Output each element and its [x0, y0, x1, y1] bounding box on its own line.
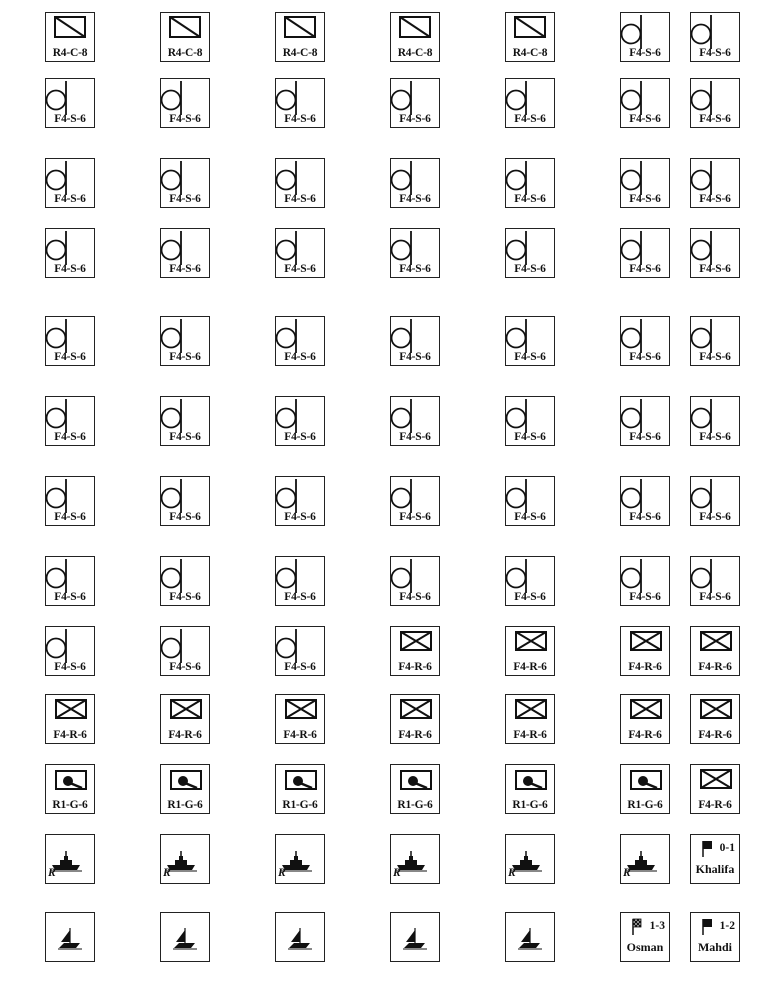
- counter-spear[interactable]: [505, 476, 555, 526]
- counter-spear[interactable]: [390, 78, 440, 128]
- unit-label: F4-S-6: [284, 591, 316, 603]
- unit-label: F4-S-6: [169, 431, 201, 443]
- unit-label: F4-R-6: [628, 661, 662, 673]
- unit-label: F4-S-6: [514, 351, 546, 363]
- unit-label: F4-S-6: [284, 263, 316, 275]
- unit-label: F4-R-6: [53, 729, 87, 741]
- unit-label: F4-S-6: [284, 511, 316, 523]
- unit-label: F4-S-6: [169, 193, 201, 205]
- counter-sailboat[interactable]: [505, 912, 555, 962]
- counter-spear[interactable]: [275, 476, 325, 526]
- counter-rifle[interactable]: [620, 626, 670, 676]
- unit-label: R: [278, 867, 286, 879]
- unit-label: F4-S-6: [629, 431, 661, 443]
- unit-label: F4-S-6: [399, 431, 431, 443]
- unit-label: F4-S-6: [399, 113, 431, 125]
- unit-label: F4-S-6: [699, 47, 731, 59]
- leader-name: Khalifa: [695, 862, 735, 876]
- unit-label: F4-S-6: [629, 511, 661, 523]
- unit-label: F4-S-6: [699, 431, 731, 443]
- unit-label: F4-S-6: [54, 591, 86, 603]
- unit-label: F4-S-6: [699, 193, 731, 205]
- unit-label: F4-S-6: [284, 431, 316, 443]
- counter-steamer[interactable]: [45, 834, 95, 884]
- unit-label: R4-C-8: [512, 47, 548, 59]
- unit-label: F4-R-6: [398, 729, 432, 741]
- counter-spear[interactable]: [160, 626, 210, 676]
- counter-spear[interactable]: [275, 556, 325, 606]
- unit-label: F4-S-6: [514, 591, 546, 603]
- counter-rifle[interactable]: [390, 626, 440, 676]
- unit-label: R4-C-8: [397, 47, 433, 59]
- unit-label: R: [393, 867, 401, 879]
- counter-spear[interactable]: [690, 316, 740, 366]
- unit-label: F4-R-6: [628, 729, 662, 741]
- counter-spear[interactable]: [275, 228, 325, 278]
- counter-spear[interactable]: [690, 476, 740, 526]
- unit-label: F4-S-6: [514, 263, 546, 275]
- counter-spear[interactable]: [390, 556, 440, 606]
- sailboat-icon: [276, 913, 326, 963]
- leader-rating: 1-2: [719, 920, 735, 932]
- unit-label: F4-S-6: [514, 193, 546, 205]
- leader-name: Mahdi: [697, 940, 732, 954]
- counter-rifle[interactable]: [275, 694, 325, 744]
- counter-steamer[interactable]: [390, 834, 440, 884]
- leader-rating: 0-1: [719, 842, 735, 854]
- counter-rifle[interactable]: [390, 694, 440, 744]
- counter-gun[interactable]: [620, 764, 670, 814]
- unit-label: F4-S-6: [629, 113, 661, 125]
- unit-label: F4-S-6: [169, 511, 201, 523]
- counter-rifle[interactable]: [160, 694, 210, 744]
- counter-rifle[interactable]: [45, 694, 95, 744]
- counter-rifle[interactable]: [620, 694, 670, 744]
- unit-label: F4-S-6: [514, 511, 546, 523]
- counter-spear[interactable]: [45, 396, 95, 446]
- counter-spear[interactable]: [275, 626, 325, 676]
- counter-spear[interactable]: [505, 396, 555, 446]
- counter-spear[interactable]: [690, 228, 740, 278]
- unit-label: F4-S-6: [169, 661, 201, 673]
- unit-label: R1-G-6: [397, 799, 433, 811]
- unit-label: F4-R-6: [168, 729, 202, 741]
- counter-spear[interactable]: [160, 556, 210, 606]
- unit-label: F4-S-6: [399, 263, 431, 275]
- counter-spear[interactable]: [690, 556, 740, 606]
- counter-gun[interactable]: [390, 764, 440, 814]
- unit-label: F4-S-6: [284, 351, 316, 363]
- unit-label: F4-S-6: [284, 661, 316, 673]
- counter-spear[interactable]: [690, 158, 740, 208]
- counter-spear[interactable]: [45, 78, 95, 128]
- unit-label: F4-S-6: [514, 431, 546, 443]
- unit-label: R4-C-8: [282, 47, 318, 59]
- counter-leader[interactable]: [690, 912, 740, 962]
- unit-label: F4-S-6: [699, 511, 731, 523]
- counter-spear[interactable]: [160, 158, 210, 208]
- unit-label: F4-R-6: [283, 729, 317, 741]
- counter-spear[interactable]: [690, 78, 740, 128]
- unit-label: F4-S-6: [54, 193, 86, 205]
- counter-spear[interactable]: [390, 316, 440, 366]
- unit-label: R1-G-6: [627, 799, 663, 811]
- counter-spear[interactable]: [620, 158, 670, 208]
- counter-sailboat[interactable]: [390, 912, 440, 962]
- counter-spear[interactable]: [275, 316, 325, 366]
- counter-spear[interactable]: [620, 396, 670, 446]
- unit-label: F4-S-6: [699, 113, 731, 125]
- counter-steamer[interactable]: [505, 834, 555, 884]
- counter-spear[interactable]: [275, 158, 325, 208]
- counter-cavalry[interactable]: [275, 12, 325, 62]
- unit-label: R: [48, 867, 56, 879]
- unit-label: F4-S-6: [699, 591, 731, 603]
- unit-label: R1-G-6: [282, 799, 318, 811]
- counter-gun[interactable]: [45, 764, 95, 814]
- unit-label: F4-S-6: [399, 193, 431, 205]
- unit-label: F4-S-6: [699, 263, 731, 275]
- counter-spear[interactable]: [690, 396, 740, 446]
- unit-label: R: [508, 867, 516, 879]
- counter-spear[interactable]: [160, 78, 210, 128]
- counter-spear[interactable]: [390, 396, 440, 446]
- leader-rating: 1-3: [649, 920, 665, 932]
- unit-label: F4-S-6: [54, 661, 86, 673]
- counter-cavalry[interactable]: [160, 12, 210, 62]
- counter-spear[interactable]: [160, 396, 210, 446]
- unit-label: F4-R-6: [513, 729, 547, 741]
- sailboat-icon: [391, 913, 441, 963]
- unit-label: R1-G-6: [167, 799, 203, 811]
- unit-label: F4-S-6: [284, 193, 316, 205]
- counter-spear[interactable]: [160, 228, 210, 278]
- counter-cavalry[interactable]: [45, 12, 95, 62]
- unit-label: F4-S-6: [169, 591, 201, 603]
- unit-label: F4-S-6: [54, 431, 86, 443]
- unit-label: F4-S-6: [399, 591, 431, 603]
- unit-label: F4-S-6: [54, 113, 86, 125]
- unit-label: R4-C-8: [167, 47, 203, 59]
- counter-spear[interactable]: [505, 158, 555, 208]
- unit-label: F4-R-6: [698, 729, 732, 741]
- counter-spear[interactable]: [45, 626, 95, 676]
- counter-rifle[interactable]: [690, 764, 740, 814]
- counter-leader[interactable]: [690, 834, 740, 884]
- counter-rifle[interactable]: [690, 694, 740, 744]
- counter-spear[interactable]: [505, 556, 555, 606]
- unit-label: F4-S-6: [514, 113, 546, 125]
- counter-cavalry[interactable]: [390, 12, 440, 62]
- counter-spear[interactable]: [505, 78, 555, 128]
- unit-label: F4-S-6: [169, 263, 201, 275]
- sailboat-icon: [161, 913, 211, 963]
- counter-spear[interactable]: [275, 78, 325, 128]
- counter-rifle[interactable]: [690, 626, 740, 676]
- counter-spear[interactable]: [690, 12, 740, 62]
- unit-label: F4-S-6: [284, 113, 316, 125]
- counter-gun[interactable]: [275, 764, 325, 814]
- counter-sailboat[interactable]: [45, 912, 95, 962]
- counter-sailboat[interactable]: [275, 912, 325, 962]
- counter-spear[interactable]: [505, 228, 555, 278]
- unit-label: R: [623, 867, 631, 879]
- counter-gun[interactable]: [505, 764, 555, 814]
- unit-label: R1-G-6: [52, 799, 88, 811]
- unit-label: F4-S-6: [629, 351, 661, 363]
- unit-label: F4-R-6: [398, 661, 432, 673]
- counter-spear[interactable]: [275, 396, 325, 446]
- unit-label: F4-R-6: [698, 661, 732, 673]
- counter-steamer[interactable]: [160, 834, 210, 884]
- unit-label: F4-S-6: [629, 591, 661, 603]
- counter-spear[interactable]: [45, 316, 95, 366]
- counter-spear[interactable]: [620, 316, 670, 366]
- unit-label: R1-G-6: [512, 799, 548, 811]
- unit-label: F4-S-6: [399, 351, 431, 363]
- counter-spear[interactable]: [620, 228, 670, 278]
- counter-spear[interactable]: [390, 158, 440, 208]
- counter-spear[interactable]: [620, 476, 670, 526]
- counter-cavalry[interactable]: [505, 12, 555, 62]
- counter-spear[interactable]: [45, 228, 95, 278]
- counter-spear[interactable]: [160, 476, 210, 526]
- sailboat-icon: [506, 913, 556, 963]
- counter-spear[interactable]: [620, 12, 670, 62]
- unit-label: F4-S-6: [699, 351, 731, 363]
- counter-spear[interactable]: [505, 316, 555, 366]
- unit-label: F4-S-6: [54, 351, 86, 363]
- unit-label: F4-S-6: [629, 47, 661, 59]
- counter-spear[interactable]: [45, 158, 95, 208]
- counter-spear[interactable]: [620, 556, 670, 606]
- unit-label: F4-S-6: [54, 511, 86, 523]
- counter-spear[interactable]: [620, 78, 670, 128]
- counter-rifle[interactable]: [505, 694, 555, 744]
- unit-label: R: [163, 867, 171, 879]
- unit-label: F4-S-6: [169, 351, 201, 363]
- counter-gun[interactable]: [160, 764, 210, 814]
- unit-label: R4-C-8: [52, 47, 88, 59]
- unit-label: F4-R-6: [513, 661, 547, 673]
- counter-spear[interactable]: [45, 476, 95, 526]
- unit-label: F4-S-6: [629, 263, 661, 275]
- counter-steamer[interactable]: [275, 834, 325, 884]
- counter-sailboat[interactable]: [160, 912, 210, 962]
- unit-label: F4-S-6: [399, 511, 431, 523]
- counter-spear[interactable]: [45, 556, 95, 606]
- counter-steamer[interactable]: [620, 834, 670, 884]
- unit-label: F4-R-6: [698, 799, 732, 811]
- counter-leader[interactable]: [620, 912, 670, 962]
- unit-label: F4-S-6: [169, 113, 201, 125]
- counter-spear[interactable]: [160, 316, 210, 366]
- unit-label: F4-S-6: [629, 193, 661, 205]
- unit-label: F4-S-6: [54, 263, 86, 275]
- sailboat-icon: [46, 913, 96, 963]
- counter-rifle[interactable]: [505, 626, 555, 676]
- counter-spear[interactable]: [390, 228, 440, 278]
- counter-spear[interactable]: [390, 476, 440, 526]
- leader-name: Osman: [626, 940, 664, 954]
